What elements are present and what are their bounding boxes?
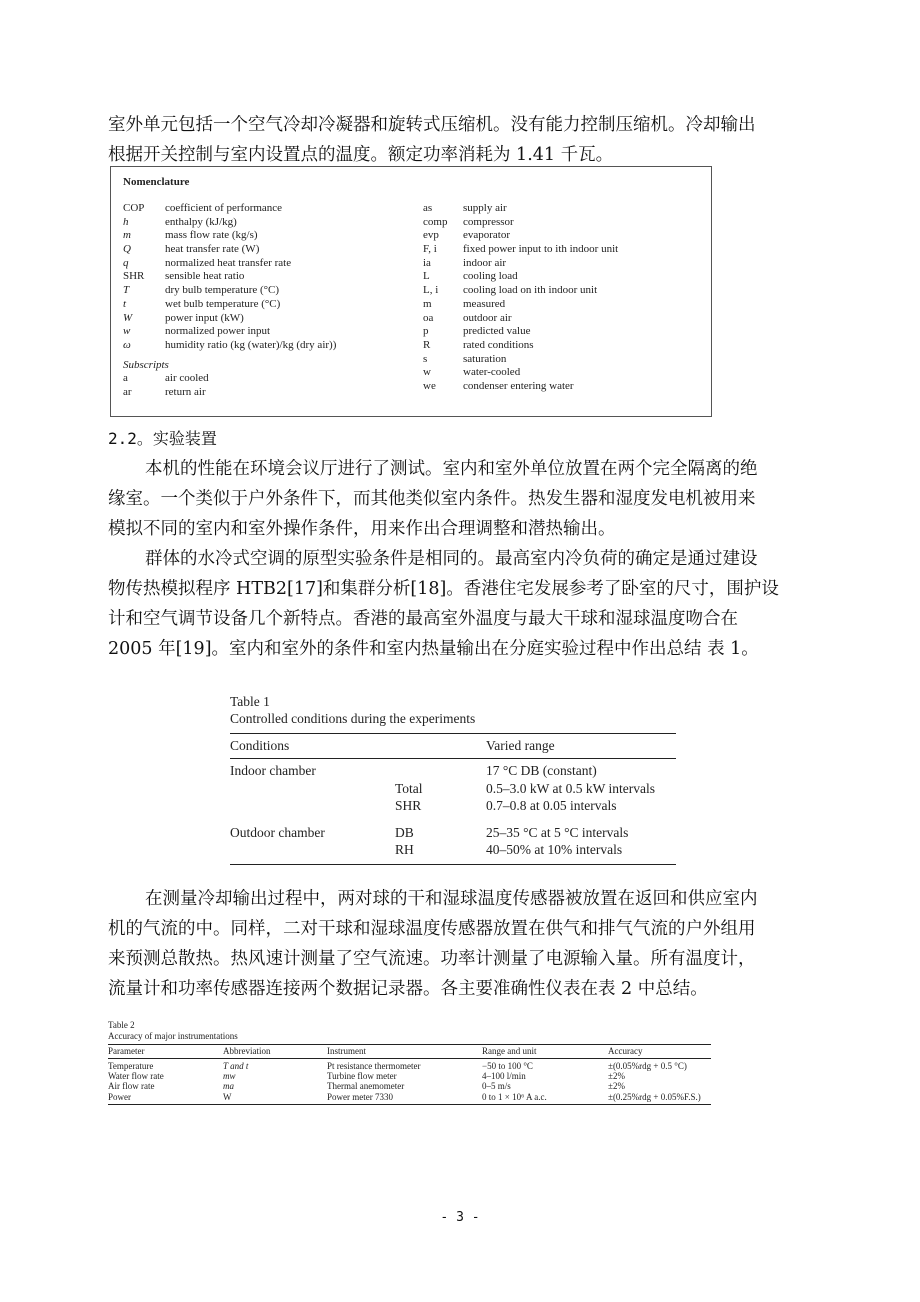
nomenclature-definition: air cooled bbox=[165, 372, 209, 385]
page-number: - 3 - bbox=[440, 1210, 480, 1225]
nomenclature-symbol: t bbox=[123, 297, 127, 310]
nomenclature-entry bbox=[123, 325, 336, 339]
nomenclature-entry bbox=[123, 339, 336, 353]
table-cell: Power bbox=[108, 1091, 131, 1102]
nomenclature-symbol: ia bbox=[423, 256, 431, 269]
nomenclature-definition: coefficient of performance bbox=[165, 202, 283, 214]
table-cell: 0.7–0.8 at 0.05 intervals bbox=[486, 798, 617, 813]
nomenclature-symbol: s bbox=[423, 352, 428, 365]
table-header-cell: Instrument bbox=[327, 1046, 366, 1056]
nomenclature-symbol: T bbox=[123, 284, 130, 297]
nomenclature-entry bbox=[123, 298, 336, 312]
table-header-cell: Varied range bbox=[486, 738, 555, 753]
nomenclature-definition: enthalpy (kJ/kg) bbox=[165, 215, 237, 228]
nomenclature-entry bbox=[423, 312, 618, 326]
table-cell: ±(0.25%rdg + 0.05%F.S.) bbox=[608, 1091, 701, 1102]
table-cell: 17 °C DB (constant) bbox=[486, 763, 597, 778]
text-line: 机的气流的中。同样，二对干球和湿球温度传感器放置在供气和排气气流的户外组用 bbox=[108, 919, 756, 939]
nomenclature-entry bbox=[423, 353, 618, 367]
table-cell: SHR bbox=[395, 798, 422, 813]
nomenclature-symbol: SHR bbox=[123, 270, 145, 283]
nomenclature-definition: dry bulb temperature (°C) bbox=[165, 284, 280, 297]
nomenclature-entry bbox=[423, 339, 618, 353]
table-cell: Air flow rate bbox=[108, 1081, 155, 1092]
nomenclature-entry bbox=[123, 386, 336, 400]
table-cell: 0.5–3.0 kW at 0.5 kW intervals bbox=[486, 780, 655, 796]
nomenclature-entry bbox=[423, 366, 618, 380]
nomenclature-definition: mass flow rate (kg/s) bbox=[165, 229, 258, 242]
nomenclature-entry bbox=[423, 325, 618, 339]
table-row bbox=[108, 1061, 711, 1071]
nomenclature-box bbox=[110, 166, 712, 417]
nomenclature-definition: saturation bbox=[463, 352, 507, 365]
table-rule bbox=[230, 758, 676, 759]
nomenclature-symbol: as bbox=[423, 202, 433, 214]
nomenclature-definition: wet bulb temperature (°C) bbox=[165, 297, 281, 310]
table-header-cell: Parameter bbox=[108, 1046, 145, 1056]
table-cell: 0 to 1 × 10⁶ A a.c. bbox=[482, 1091, 547, 1102]
text-line: 根据开关控制与室内设置点的温度。额定功率消耗为 1.41 千瓦。 bbox=[108, 145, 614, 165]
nomenclature-entry bbox=[423, 257, 618, 271]
text-line: 缘室。一个类似于户外条件下，而其他类似室内条件。热发生器和湿度发电机被用来 bbox=[108, 489, 756, 509]
nomenclature-definition: sensible heat ratio bbox=[165, 270, 245, 283]
nomenclature-left-column bbox=[123, 202, 336, 400]
nomenclature-entry bbox=[123, 372, 336, 386]
nomenclature-symbol: W bbox=[123, 311, 133, 324]
nomenclature-entry bbox=[423, 229, 618, 243]
nomenclature-symbol: m bbox=[123, 229, 131, 242]
nomenclature-entry bbox=[123, 216, 336, 230]
intro-paragraph bbox=[108, 110, 808, 170]
table-row bbox=[230, 797, 676, 815]
section-heading: 2.2。实验装置 bbox=[108, 429, 217, 448]
table-cell: DB bbox=[395, 824, 414, 840]
table-header-cell: Accuracy bbox=[608, 1046, 643, 1056]
nomenclature-symbol: h bbox=[123, 215, 129, 228]
nomenclature-symbol: L bbox=[423, 270, 430, 283]
table-header-cell: Abbreviation bbox=[223, 1046, 271, 1056]
group-paragraph bbox=[108, 544, 808, 664]
table-cell: mw bbox=[223, 1071, 236, 1082]
nomenclature-symbol: p bbox=[423, 325, 429, 338]
nomenclature-symbol: L, i bbox=[423, 284, 439, 297]
text-line: 计和空气调节设备几个新特点。香港的最高室外温度与最大干球和湿球温度吻合在 bbox=[108, 609, 738, 629]
nomenclature-symbol: F, i bbox=[423, 243, 437, 256]
table-cell: 0–5 m/s bbox=[482, 1081, 511, 1092]
nomenclature-symbol: evp bbox=[423, 229, 439, 242]
table-cell: Indoor chamber bbox=[230, 763, 316, 778]
table-row bbox=[108, 1081, 711, 1091]
nomenclature-symbol: q bbox=[123, 256, 129, 269]
nomenclature-entry bbox=[123, 229, 336, 243]
subscripts-label: Subscripts bbox=[123, 358, 169, 371]
measure-paragraph bbox=[108, 884, 808, 1004]
table-cell: 4–100 l/min bbox=[482, 1071, 526, 1082]
nomenclature-definition: heat transfer rate (W) bbox=[165, 243, 260, 256]
table-row bbox=[108, 1092, 711, 1102]
table-row bbox=[230, 824, 676, 842]
table-cell: Water flow rate bbox=[108, 1071, 164, 1082]
table-caption: Controlled conditions during the experiments bbox=[230, 711, 476, 726]
table-cell: W bbox=[223, 1091, 232, 1102]
nomenclature-entry bbox=[423, 270, 618, 284]
nomenclature-definition: measured bbox=[463, 297, 506, 310]
nomenclature-entry bbox=[423, 202, 618, 216]
table-cell: ±(0.05%rdg + 0.5 °C) bbox=[608, 1061, 687, 1071]
nomenclature-definition: return air bbox=[165, 385, 206, 398]
table-cell: ±2% bbox=[608, 1081, 625, 1092]
nomenclature-definition: power input (kW) bbox=[165, 311, 244, 324]
table-cell: Power meter 7330 bbox=[327, 1091, 393, 1102]
table-1 bbox=[230, 693, 676, 865]
text-line: 流量计和功率传感器连接两个数据记录器。各主要准确性仪表在表 2 中总结。 bbox=[108, 979, 708, 999]
nomenclature-symbol: COP bbox=[123, 202, 145, 214]
nomenclature-symbol: m bbox=[423, 297, 432, 310]
nomenclature-definition: fixed power input to ith indoor unit bbox=[463, 243, 619, 256]
nomenclature-entry bbox=[423, 284, 618, 298]
table-rule bbox=[230, 864, 676, 865]
table-cell: Temperature bbox=[108, 1061, 154, 1071]
nomenclature-definition: compressor bbox=[463, 215, 514, 228]
table-rule bbox=[108, 1104, 711, 1105]
nomenclature-symbol: Q bbox=[123, 243, 131, 256]
nomenclature-symbol: oa bbox=[423, 311, 434, 324]
table-cell: Thermal anemometer bbox=[327, 1081, 405, 1092]
table-row bbox=[108, 1071, 711, 1081]
nomenclature-entry bbox=[423, 380, 618, 394]
nomenclature-definition: evaporator bbox=[463, 229, 511, 242]
nomenclature-symbol: w bbox=[423, 366, 431, 379]
nomenclature-title: Nomenclature bbox=[123, 176, 190, 188]
nomenclature-entry bbox=[123, 312, 336, 326]
nomenclature-entry bbox=[123, 202, 336, 216]
text-line: 在测量冷却输出过程中，两对球的干和湿球温度传感器被放置在返回和供应室内 bbox=[145, 889, 758, 909]
table-cell: T and t bbox=[223, 1061, 249, 1071]
table-cell: −50 to 100 °C bbox=[482, 1061, 533, 1071]
nomenclature-right-column bbox=[423, 202, 618, 394]
text-line: 本机的性能在环境会议厅进行了测试。室内和室外单位放置在两个完全隔离的绝 bbox=[145, 459, 758, 479]
nomenclature-symbol: ar bbox=[123, 385, 132, 398]
text-line: 群体的水冷式空调的原型实验条件是相同的。最高室内冷负荷的确定是通过建设 bbox=[145, 549, 758, 569]
table-header-row bbox=[230, 734, 676, 758]
nomenclature-definition: supply air bbox=[463, 202, 507, 214]
table-header-row bbox=[108, 1045, 711, 1058]
nomenclature-definition: cooling load on ith indoor unit bbox=[463, 284, 598, 297]
nomenclature-definition: indoor air bbox=[463, 256, 507, 269]
nomenclature-definition: outdoor air bbox=[463, 311, 512, 324]
table-cell: Turbine flow meter bbox=[327, 1071, 397, 1082]
table-header-cell: Range and unit bbox=[482, 1046, 537, 1056]
table-cell: ±2% bbox=[608, 1071, 625, 1082]
nomenclature-entry bbox=[423, 216, 618, 230]
nomenclature-symbol: a bbox=[123, 372, 128, 385]
nomenclature-entry bbox=[123, 257, 336, 271]
table-cell: Pt resistance thermometer bbox=[327, 1061, 421, 1071]
table-label: Table 2 bbox=[108, 1020, 135, 1030]
text-line: 2005 年[19]。室内和室外的条件和室内热量输出在分庭实验过程中作出总结 表 1。 bbox=[108, 639, 759, 659]
text-line: 室外单元包括一个空气冷却冷凝器和旋转式压缩机。没有能力控制压缩机。冷却输出 bbox=[108, 115, 756, 135]
nomenclature-symbol: ω bbox=[123, 338, 131, 351]
nomenclature-symbol: comp bbox=[423, 215, 448, 228]
table-cell: 25–35 °C at 5 °C intervals bbox=[486, 824, 629, 840]
text-line: 来预测总散热。热风速计测量了空气流速。功率计测量了电源输入量。所有温度计， bbox=[108, 949, 756, 969]
table-label: Table 1 bbox=[230, 694, 270, 709]
nomenclature-definition: humidity ratio (kg (water)/kg (dry air)) bbox=[165, 338, 337, 351]
table-cell: Total bbox=[395, 780, 423, 796]
setup-section bbox=[108, 424, 808, 544]
table-row bbox=[230, 841, 676, 859]
nomenclature-entry bbox=[423, 243, 618, 257]
nomenclature-entry bbox=[123, 243, 336, 257]
nomenclature-definition: predicted value bbox=[463, 325, 531, 338]
table-2 bbox=[108, 1020, 711, 1105]
table-cell: RH bbox=[395, 842, 414, 857]
table-caption: Accuracy of major instrumentations bbox=[108, 1031, 238, 1041]
text-line: 物传热模拟程序 HTB2[17]和集群分析[18]。香港住宅发展参考了卧室的尺寸，围护设 bbox=[108, 579, 779, 599]
nomenclature-entry bbox=[123, 284, 336, 298]
table-header-cell: Conditions bbox=[230, 738, 290, 753]
nomenclature-entry bbox=[123, 270, 336, 284]
text-line: 模拟不同的室内和室外操作条件，用来作出合理调整和潜热输出。 bbox=[108, 519, 616, 539]
nomenclature-definition: normalized power input bbox=[165, 325, 271, 338]
nomenclature-definition: rated conditions bbox=[463, 338, 534, 351]
nomenclature-entry bbox=[423, 298, 618, 312]
table-cell: ma bbox=[223, 1081, 234, 1092]
nomenclature-definition: water-cooled bbox=[463, 366, 521, 379]
table-cell: 40–50% at 10% intervals bbox=[486, 842, 623, 857]
table-rule bbox=[108, 1058, 711, 1059]
table-row bbox=[230, 780, 676, 798]
nomenclature-definition: cooling load bbox=[463, 270, 518, 283]
table-row bbox=[230, 762, 676, 780]
nomenclature-symbol: we bbox=[423, 379, 436, 392]
nomenclature-symbol: R bbox=[423, 338, 431, 351]
nomenclature-symbol: w bbox=[123, 325, 131, 338]
nomenclature-definition: condenser entering water bbox=[463, 379, 574, 392]
table-cell: Outdoor chamber bbox=[230, 824, 325, 840]
nomenclature-definition: normalized heat transfer rate bbox=[165, 256, 292, 269]
